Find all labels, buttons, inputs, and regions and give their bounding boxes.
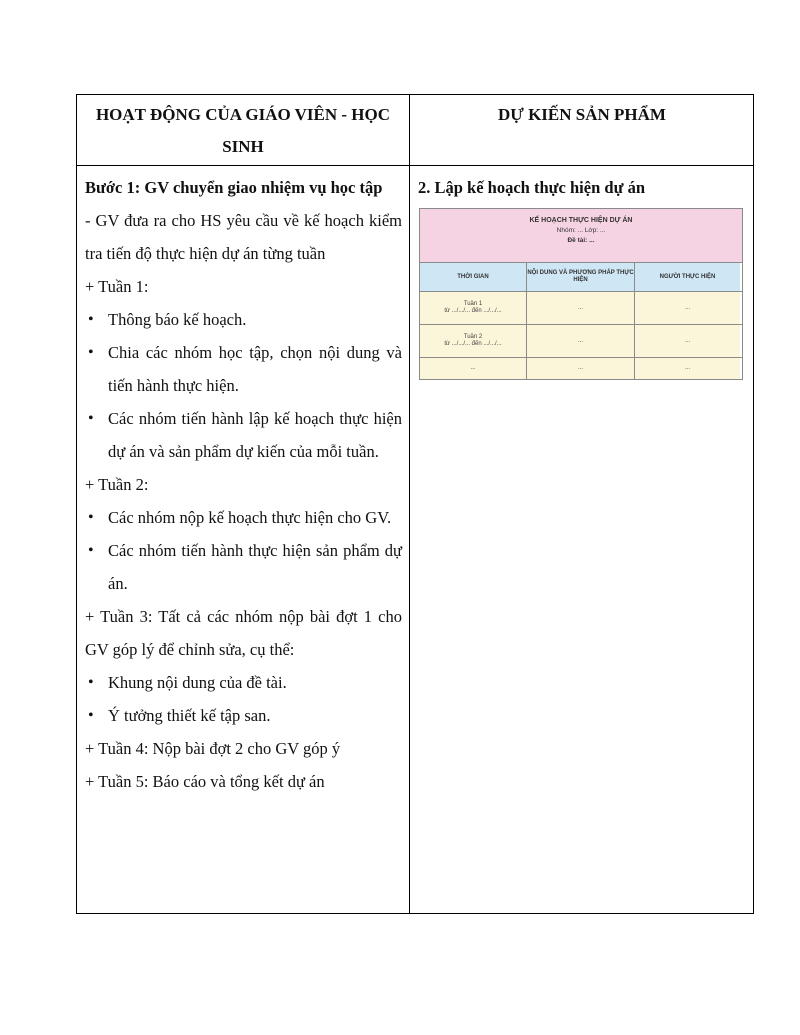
- list-item: • Thông báo kế hoạch.: [85, 303, 402, 336]
- plan-cell-person: ...: [634, 358, 740, 379]
- list-item: • Các nhóm tiến hành lập kế hoạch thực hiện dự án và sản phẩm dự kiến của mỗi tuần.: [85, 402, 402, 468]
- plan-column-headers: [420, 262, 742, 291]
- list-item: • Chia các nhóm học tập, chọn nội dung và tiến hành thực hiện.: [85, 336, 402, 402]
- week5-text: + Tuần 5: Báo cáo và tổng kết dự án: [85, 772, 325, 791]
- plan-date-range: từ .../.../... đến .../.../...: [444, 341, 502, 347]
- product-cell: [410, 166, 754, 371]
- plan-header: [420, 209, 742, 262]
- header-expected-product: DỰ KIẾN SẢN PHẨM: [498, 105, 666, 124]
- plan-date-range: từ .../.../... đến .../.../...: [444, 308, 502, 314]
- plan-cell-content: ...: [526, 358, 634, 379]
- list-item: • Khung nội dung của đề tài.: [85, 666, 402, 699]
- plan-topic-line: Đề tài: ...: [567, 237, 595, 244]
- table-row: [420, 324, 742, 357]
- list-item: • Các nhóm nộp kế hoạch thực hiện cho GV.: [85, 501, 402, 534]
- plan-cell-content: ...: [526, 325, 634, 357]
- header-teacher-student-activity: HOẠT ĐỘNG CỦA GIÁO VIÊN - HỌC SINH: [95, 105, 391, 156]
- plan-cell-time: [420, 292, 526, 324]
- plan-week: Tuần 2: [463, 334, 483, 340]
- plan-title: KẾ HOẠCH THỰC HIỆN DỰ ÁN: [529, 217, 633, 224]
- activity-cell: [77, 166, 409, 798]
- plan-col-person: NGƯỜI THỰC HIỆN: [634, 263, 740, 291]
- week2-list: [85, 501, 402, 600]
- week1-label: + Tuần 1:: [85, 277, 149, 296]
- table-row: [420, 357, 742, 379]
- table-row: [420, 291, 742, 324]
- plan-cell-time: ...: [420, 358, 526, 379]
- plan-cell-time: [420, 325, 526, 357]
- product-title: 2. Lập kế hoạch thực hiện dự án: [418, 178, 646, 197]
- plan-cell-content: ...: [526, 292, 634, 324]
- project-plan-image: [419, 208, 743, 380]
- week1-list: [85, 303, 402, 468]
- week2-label: + Tuần 2:: [85, 475, 149, 494]
- plan-group-line: Nhóm: ... Lớp: ...: [556, 227, 606, 234]
- plan-col-content: NỘI DUNG VÀ PHƯƠNG PHÁP THỰC HIỆN: [526, 263, 634, 291]
- week4-text: + Tuần 4: Nộp bài đợt 2 cho GV góp ý: [85, 739, 341, 758]
- activity-table: [76, 94, 754, 914]
- plan-week: Tuần 1: [463, 301, 483, 307]
- step-title: Bước 1: GV chuyển giao nhiệm vụ học tập: [85, 178, 383, 197]
- column-divider: [409, 95, 410, 913]
- week3-list: [85, 666, 402, 732]
- intro-text: - GV đưa ra cho HS yêu cầu về kế hoạch kiểm tra tiến độ thực hiện dự án từng tuần: [85, 211, 402, 263]
- plan-col-time: THỜI GIAN: [420, 263, 526, 291]
- plan-cell-person: ...: [634, 325, 740, 357]
- week3-text: + Tuần 3: Tất cả các nhóm nộp bài đợt 1 cho GV góp lý để chỉnh sửa, cụ thể:: [85, 607, 402, 659]
- plan-cell-person: ...: [634, 292, 740, 324]
- list-item: • Các nhóm tiến hành thực hiện sản phẩm dự án.: [85, 534, 402, 600]
- list-item: • Ý tưởng thiết kế tập san.: [85, 699, 402, 732]
